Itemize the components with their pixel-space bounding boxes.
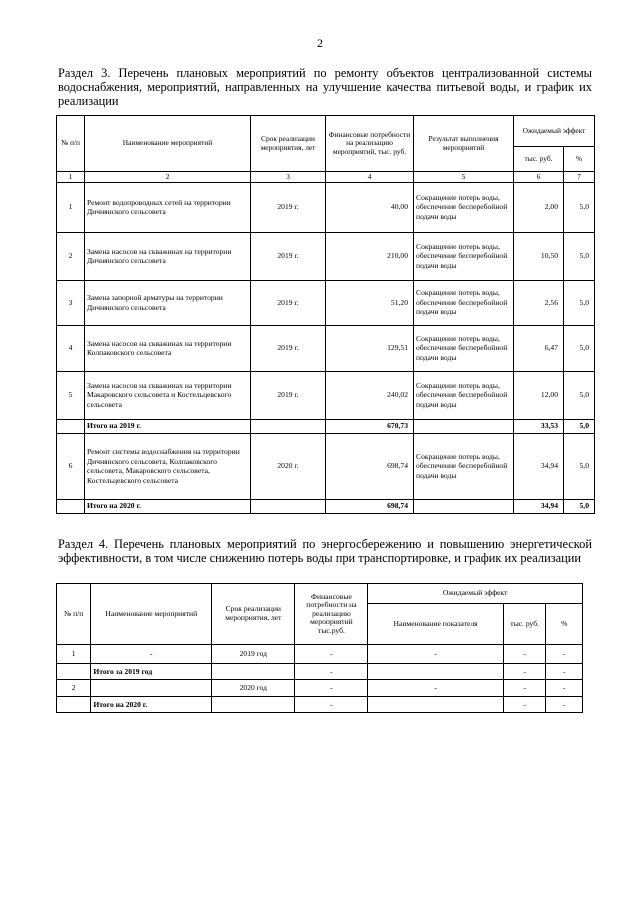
column-number: 4	[326, 172, 414, 183]
total-row-2019	[57, 664, 583, 680]
row-name: Замена насосов на скважинах на территории Макаровского сельсовета и Костельцевского сельсовета	[85, 371, 251, 419]
column-number: 3	[251, 172, 326, 183]
column-number: 5	[414, 172, 514, 183]
header-num: № п/п	[57, 584, 91, 645]
total-finance: 670,73	[326, 419, 414, 433]
total-row-2020	[57, 499, 595, 513]
column-number: 1	[57, 172, 85, 183]
total-row-2019	[57, 419, 595, 433]
row-effect-pct: 5,0	[564, 371, 595, 419]
total-finance: 698,74	[326, 499, 414, 513]
section-4-heading: Раздел 4. Перечень плановых мероприятий по энергосбережению и повышению энергетической эффективности, в том числе снижению потерь воды при транспортировке, и график их реализации	[58, 537, 592, 565]
row-finance: 51,20	[326, 280, 414, 325]
row-effect-pct: 5,0	[564, 182, 595, 232]
row-num: 6	[57, 433, 85, 499]
total-label: Итого на 2019 г.	[85, 419, 251, 433]
row-year: 2019 г.	[251, 232, 326, 280]
row-result: Сокращение потерь воды, обеспечение бесперебойной подачи воды	[414, 182, 514, 232]
row-effect-rub: 10,50	[514, 232, 564, 280]
total-label: Итого на 2020 г.	[85, 499, 251, 513]
row-result: Сокращение потерь воды, обеспечение бесперебойной подачи воды	[414, 433, 514, 499]
header-effect: Ожидаемый эффект	[514, 116, 595, 147]
page-number: 2	[317, 36, 323, 50]
total-rub: -	[503, 697, 546, 713]
row-finance: 240,02	[326, 371, 414, 419]
row-name: Ремонт системы водоснабжения на территории Дичнянского сельсовета, Колпаковского сельсовета, Макаровского сельсовета, Костельцевского сельсовета	[85, 433, 251, 499]
row-finance: 210,00	[326, 232, 414, 280]
header-effect-rub: тыс. руб.	[514, 147, 564, 172]
total-rub: -	[503, 664, 546, 680]
row-effect-pct: 5,0	[564, 433, 595, 499]
row-year: 2020 год	[212, 680, 295, 697]
row-indicator: -	[368, 680, 503, 697]
table-row	[57, 680, 583, 697]
row-effect-rub: 6,47	[514, 325, 564, 371]
row-num: 2	[57, 232, 85, 280]
table-row	[57, 232, 595, 280]
table-row	[57, 280, 595, 325]
row-finance: 698,74	[326, 433, 414, 499]
row-year: 2019 г.	[251, 371, 326, 419]
row-name	[91, 680, 212, 697]
row-effect-pct: 5,0	[564, 280, 595, 325]
header-effect-pct: %	[564, 147, 595, 172]
table-row	[57, 645, 583, 664]
total-effect-rub: 34,94	[514, 499, 564, 513]
row-year: 2019 г.	[251, 325, 326, 371]
row-effect-pct: 5,0	[564, 232, 595, 280]
row-num: 3	[57, 280, 85, 325]
column-number: 2	[85, 172, 251, 183]
row-result: Сокращение потерь воды, обеспечение бесперебойной подачи воды	[414, 371, 514, 419]
row-pct: -	[546, 645, 583, 664]
header-term: Срок реализации мероприятия, лет	[251, 116, 326, 172]
table-row	[57, 182, 595, 232]
row-num: 2	[57, 680, 91, 697]
total-finance: -	[295, 697, 368, 713]
row-num: 1	[57, 645, 91, 664]
row-num: 1	[57, 182, 85, 232]
header-indicator: Наименование показателя	[368, 604, 503, 645]
header-name: Наименование мероприятий	[91, 584, 212, 645]
row-effect-pct: 5,0	[564, 325, 595, 371]
row-year: 2019 год	[212, 645, 295, 664]
table-row	[57, 325, 595, 371]
row-num: 4	[57, 325, 85, 371]
total-effect-rub: 33,53	[514, 419, 564, 433]
row-rub: -	[503, 645, 546, 664]
header-name: Наименование мероприятий	[85, 116, 251, 172]
table-row	[57, 433, 595, 499]
row-name: Замена насосов на скважинах на территории Колпаковского сельсовета	[85, 325, 251, 371]
total-label: Итого за 2019 год	[91, 664, 212, 680]
row-name: -	[91, 645, 212, 664]
section-4-table	[56, 583, 583, 713]
row-result: Сокращение потерь воды, обеспечение бесперебойной подачи воды	[414, 280, 514, 325]
row-name: Ремонт водопроводных сетей на территории Дичнянского сельсовета	[85, 182, 251, 232]
row-pct: -	[546, 680, 583, 697]
row-effect-rub: 34,94	[514, 433, 564, 499]
total-effect-pct: 5,0	[564, 419, 595, 433]
row-name: Замена запорной арматуры на территории Дичнянского сельсовета	[85, 280, 251, 325]
row-effect-rub: 2,00	[514, 182, 564, 232]
row-finance: -	[295, 680, 368, 697]
row-year: 2019 г.	[251, 280, 326, 325]
row-indicator: -	[368, 645, 503, 664]
table-row	[57, 371, 595, 419]
header-num: № п/п	[57, 116, 85, 172]
header-effect: Ожидаемый эффект	[368, 584, 583, 604]
total-finance: -	[295, 664, 368, 680]
total-row-2020	[57, 697, 583, 713]
row-year: 2020 г.	[251, 433, 326, 499]
row-finance: 129,51	[326, 325, 414, 371]
column-number: 7	[564, 172, 595, 183]
total-label: Итого на 2020 г.	[91, 697, 212, 713]
header-finance: Финансовые потребности на реализацию мероприятий тыс.руб.	[295, 584, 368, 645]
section-3-heading: Раздел 3. Перечень плановых мероприятий по ремонту объектов централизованной системы водоснабжения, мероприятий, направленных на улучшение качества питьевой воды, и график их реализации	[58, 66, 592, 108]
header-effect-rub: тыс. руб.	[503, 604, 546, 645]
section-3-table	[56, 115, 595, 514]
row-year: 2019 г.	[251, 182, 326, 232]
header-term: Срок реализации мероприятия, лет	[212, 584, 295, 645]
header-effect-pct: %	[546, 604, 583, 645]
row-num: 5	[57, 371, 85, 419]
total-pct: -	[546, 697, 583, 713]
header-finance: Финансовые потребности на реализацию мероприятий, тыс. руб.	[326, 116, 414, 172]
total-pct: -	[546, 664, 583, 680]
row-name: Замена насосов на скважинах на территории Дичнянского сельсовета	[85, 232, 251, 280]
header-result: Результат выполнения мероприятий	[414, 116, 514, 172]
total-effect-pct: 5,0	[564, 499, 595, 513]
row-rub: -	[503, 680, 546, 697]
column-number: 6	[514, 172, 564, 183]
row-result: Сокращение потерь воды, обеспечение бесперебойной подачи воды	[414, 325, 514, 371]
row-result: Сокращение потерь воды, обеспечение бесперебойной подачи воды	[414, 232, 514, 280]
row-finance: -	[295, 645, 368, 664]
row-finance: 40,00	[326, 182, 414, 232]
row-effect-rub: 12,00	[514, 371, 564, 419]
row-effect-rub: 2,56	[514, 280, 564, 325]
